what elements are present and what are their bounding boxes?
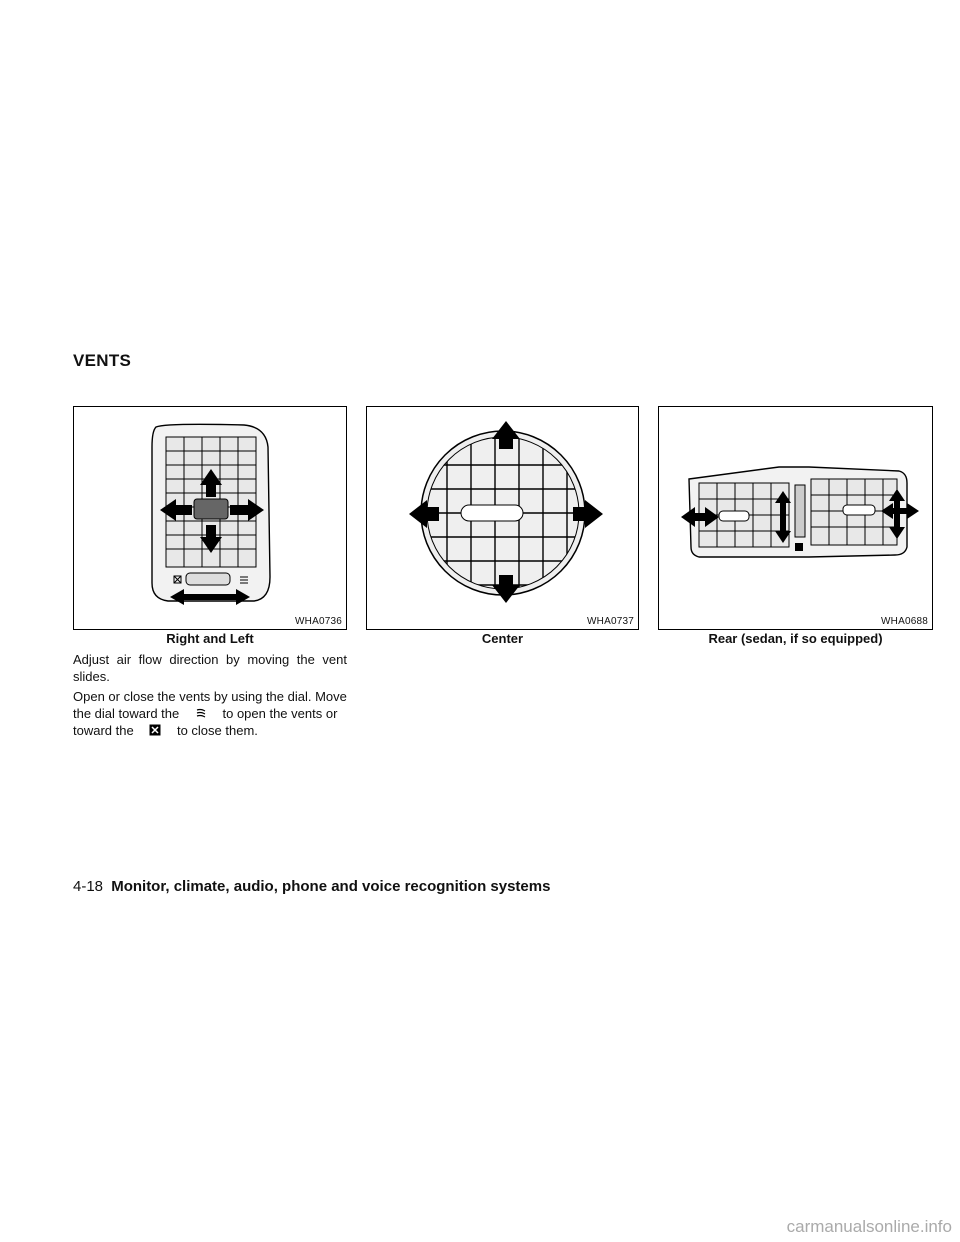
watermark: carmanualsonline.info	[786, 1217, 952, 1236]
vent-close-icon	[149, 724, 161, 736]
paragraph-text: the dial toward the	[73, 706, 180, 721]
figure-code: WHA0688	[881, 616, 928, 627]
figure-side-vents	[73, 406, 347, 630]
figure-center-vent	[366, 406, 639, 630]
center-vent-illustration	[367, 407, 640, 631]
chapter-title: Monitor, climate, audio, phone and voice recognition systems	[111, 878, 551, 895]
figure-caption: Rear (sedan, if so equipped)	[708, 631, 883, 646]
figure-caption: Center	[481, 631, 524, 646]
vent-open-icon	[195, 707, 207, 719]
paragraph-text: to close them.	[176, 723, 258, 738]
paragraph-adjust-airflow: Adjust air flow direction by moving the vent slides.	[73, 652, 347, 684]
figure-caption: Right and Left	[166, 631, 254, 646]
page-footer	[73, 878, 550, 895]
figure-rear-vents	[658, 406, 933, 630]
paragraph-text: toward the	[73, 723, 134, 738]
paragraph-text: to open the vents or	[222, 706, 338, 721]
paragraph-line: Open or close the vents by using the dial. Move	[73, 689, 347, 704]
figure-code: WHA0736	[295, 616, 342, 627]
rear-vent-illustration	[659, 407, 934, 631]
page-number: 4-18	[73, 878, 104, 895]
paragraph-line	[73, 722, 347, 739]
paragraph-open-close	[73, 688, 347, 739]
side-vent-illustration	[74, 407, 348, 631]
section-title: VENTS	[73, 351, 132, 370]
figure-code: WHA0737	[587, 616, 634, 627]
paragraph-line	[73, 705, 347, 722]
